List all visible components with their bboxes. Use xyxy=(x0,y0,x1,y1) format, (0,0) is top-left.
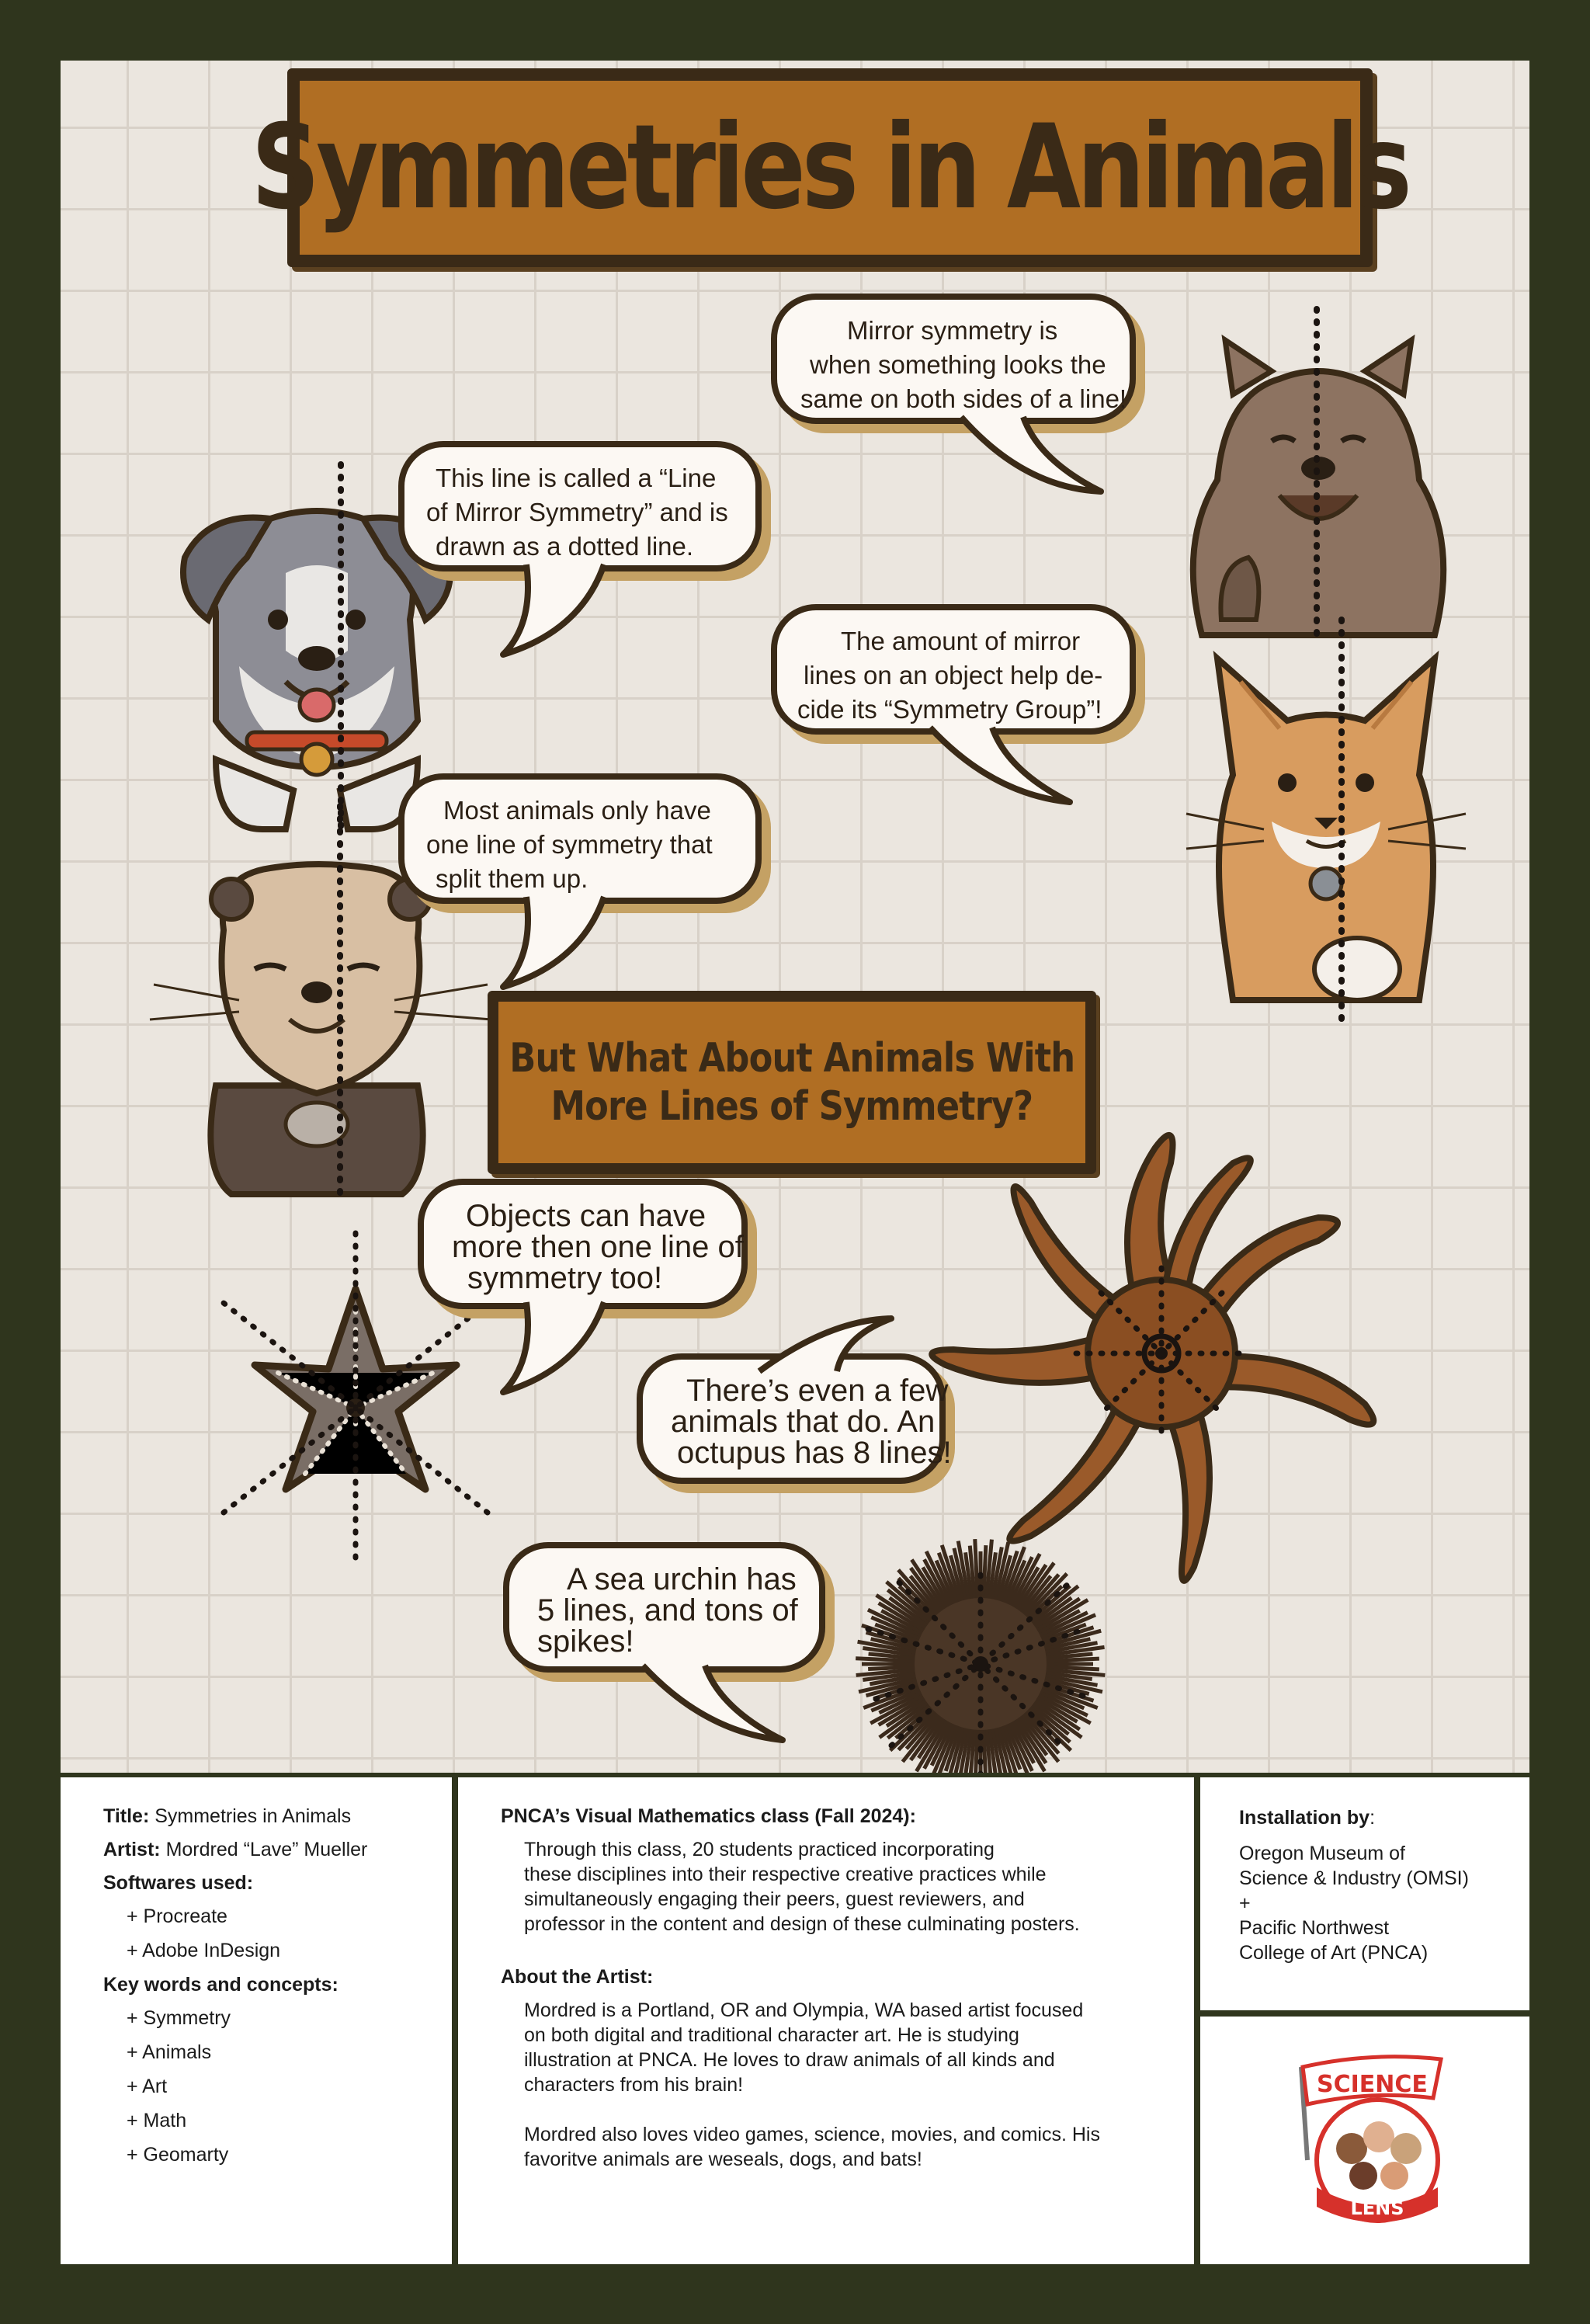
bubble-tail xyxy=(953,414,1109,499)
class-heading: PNCA’s Visual Mathematics class (Fall 2024): xyxy=(501,1805,916,1827)
bubble-tail xyxy=(635,1662,790,1748)
info-footer xyxy=(61,1773,1529,2264)
about-paragraph-2: Mordred also loves video games, science, movies, and comics. His favoritve animals are weseals, dogs, and bats! xyxy=(524,2124,1100,2170)
science-through-every-lens-logo xyxy=(1286,2051,1456,2230)
title-row: Title: Symmetries in Animals xyxy=(103,1805,352,1827)
class-paragraph: Through this class, 20 students practiced incorporating these disciplines into their respective creative practices while simultaneously engaging their peers, guest reviewers, and professor in the content and design of these culminating posters. xyxy=(524,1839,1080,1935)
software-list xyxy=(127,1905,452,1962)
list-item: + Adobe InDesign xyxy=(127,1940,452,1962)
logo-text-bottom: LENS xyxy=(1350,2197,1404,2219)
subheading-banner xyxy=(488,991,1096,1174)
artist-row: Artist: Mordred “Lave” Mueller xyxy=(103,1839,368,1860)
subheading-line: More Lines of Symmetry? xyxy=(550,1083,1033,1130)
cat-illustration xyxy=(1163,620,1489,1023)
about-paragraph: Mordred is a Portland, OR and Olympia, WA based artist focused on both digital and traditional character art. He is studying illustration at PNCA. He loves to draw animals of all kinds and characters from his brain! xyxy=(524,1999,1084,2096)
logo-panel xyxy=(1200,2017,1529,2264)
poster-title: Symmetries in Animals xyxy=(251,100,1409,235)
credits-panel xyxy=(61,1777,452,2264)
speech-bubble-octopus: There’s even a few animals that do. An octupus has 8 lines! xyxy=(637,1353,946,1484)
list-item: + Procreate xyxy=(127,1905,452,1928)
about-heading: About the Artist: xyxy=(501,1966,654,1988)
list-item: + Art xyxy=(127,2076,452,2098)
logo-text-mid: THROUGH EVERY xyxy=(1336,2188,1418,2198)
bubble-tail xyxy=(495,561,612,662)
bear-illustration xyxy=(1147,309,1489,651)
list-item: + Math xyxy=(127,2110,452,2132)
title-banner xyxy=(251,68,1409,267)
bubble-tail xyxy=(752,1312,907,1374)
speech-bubble-amount: The amount of mirror lines on an object help de- cide its “Symmetry Group”! xyxy=(771,604,1136,735)
software-heading: Softwares used: xyxy=(103,1872,254,1894)
bubble-tail xyxy=(495,1299,612,1400)
logo-text-top: SCIENCE xyxy=(1317,2071,1428,2098)
keywords-list xyxy=(127,2007,452,2166)
installation-panel: Installation by: Oregon Museum of Science & Industry (OMSI) + Pacific Northwest College of Art (PNCA) xyxy=(1200,1777,1529,2010)
speech-bubble-most: Most animals only have one line of symmetry that split them up. xyxy=(398,773,762,904)
speech-bubble-line: This line is called a “Line of Mirror Symmetry” and is drawn as a dotted line. xyxy=(398,441,762,571)
keywords-heading: Key words and concepts: xyxy=(103,1974,338,1996)
subheading-line: But What About Animals With xyxy=(509,1035,1075,1082)
installation-heading: Installation by xyxy=(1239,1807,1370,1829)
speech-bubble-objects: Objects can have more then one line of symmetry too! xyxy=(418,1179,748,1309)
list-item: + Animals xyxy=(127,2041,452,2064)
list-item: + Symmetry xyxy=(127,2007,452,2030)
speech-bubble-mirror: Mirror symmetry is when something looks the same on both sides of a line! xyxy=(771,294,1136,424)
list-item: + Geomarty xyxy=(127,2144,452,2166)
about-panel xyxy=(458,1777,1194,2264)
speech-bubble-urchin: A sea urchin has 5 lines, and tons of spikes! xyxy=(503,1542,825,1673)
bubble-tail xyxy=(495,894,612,995)
bubble-tail xyxy=(922,724,1078,810)
